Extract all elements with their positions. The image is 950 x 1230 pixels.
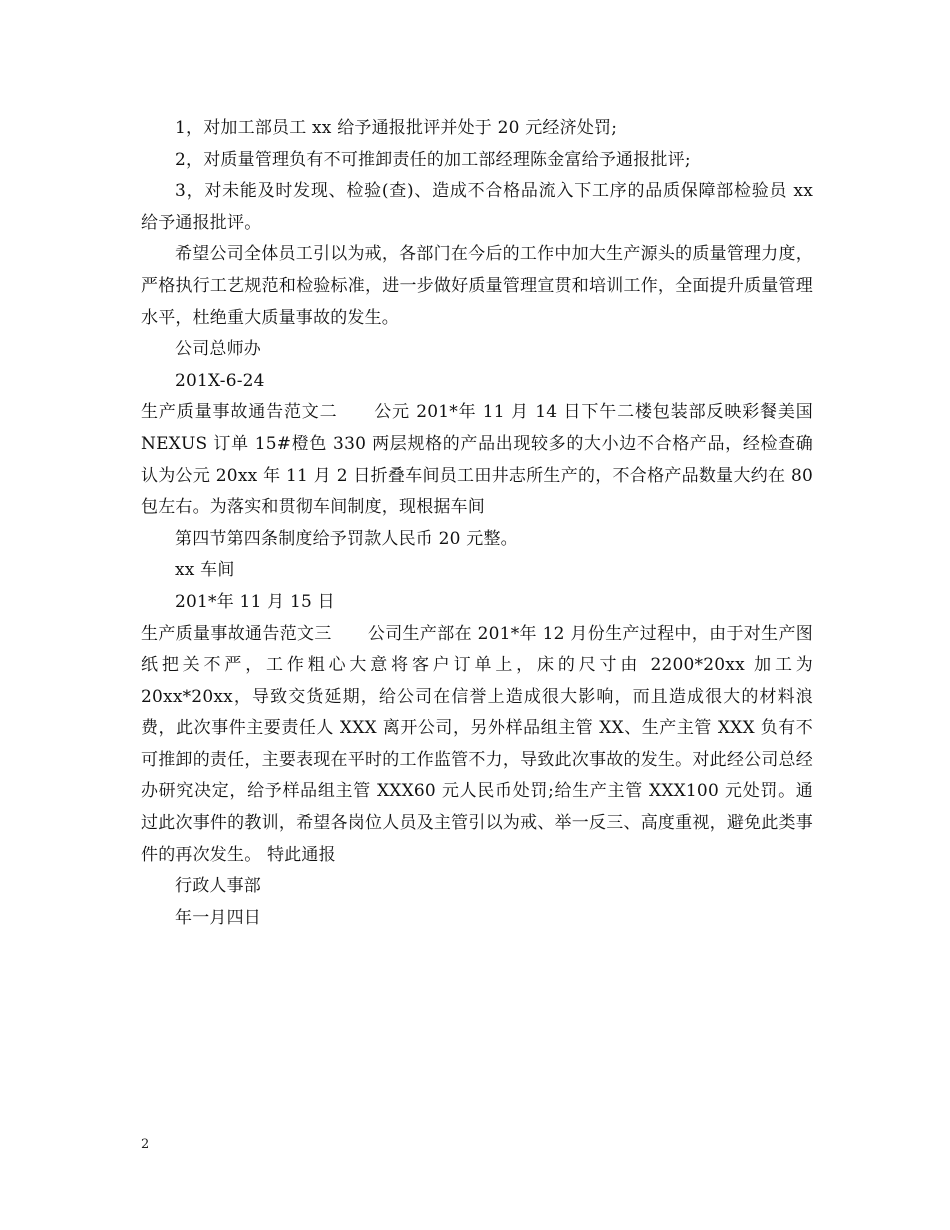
- section-sample-three: [141, 619, 813, 872]
- signature-department-1: 公司总师办: [175, 339, 261, 360]
- signature-department-2: xx 车间: [175, 560, 235, 581]
- section-sample-two: [141, 397, 813, 523]
- section-title-three: 生产质量事故通告范文三: [141, 623, 332, 644]
- signature-date-3: 年一月四日: [175, 907, 261, 928]
- section-body-three: 公司生产部在 201*年 12 月份生产过程中，由于对生产图纸把关不严，工作粗心大意将客户订单上，床的尺寸由 2200*20xx 加工为 20xx*20xx，导致交货延期，给公司在信誉上造成很大影响，而且造成很大的材料浪费，此次事件主要责任人 XXX 离开公司，另外样品组主管 XX、生产主管 XXX 负有不可推卸的责任，主要表现在平时的工作监管不力，导致此次事故的发生。对此经公司总经办研究决定，给予样品组主管 XXX60 元人民币处罚;给生产主管 XXX100 元处罚。通过此次事件的教训，希望各岗位人员及主管引以为戒、举一反三、高度重视，避免此类事件的再次发生。 特此通报: [141, 623, 813, 865]
- paragraph-closing-remarks: 希望公司全体员工引以为戒，各部门在今后的工作中加大生产源头的质量管理力度，严格执行工艺规范和检验标准，进一步做好质量管理宣贯和培训工作，全面提升质量管理水平，杜绝重大质量事故的发生。: [141, 244, 813, 328]
- paragraph-item-1: 1，对加工部员工 xx 给予通报批评并处于 20 元经济处罚;: [175, 118, 618, 138]
- page-number: 2: [141, 1137, 150, 1152]
- section-body-two: 公元 201*年 11 月 14 日下午二楼包装部反映彩餐美国 NEXUS 订单 15#橙色 330 两层规格的产品出现较多的大小边不合格产品，经检查确认为公元 20xx 年 11 月 2 日折叠车间员工田井志所生产的，不合格产品数量大约在 80 包左右。为落实和贯彻车间制度，现根据车间: [141, 402, 813, 518]
- paragraph-item-2: 2，对质量管理负有不可推卸责任的加工部经理陈金富给予通报批评;: [175, 149, 691, 170]
- signature-date-1: 201X-6-24: [175, 370, 265, 391]
- signature-date-2: 201*年 11 月 15 日: [175, 591, 335, 612]
- paragraph-item-3: 3，对未能及时发现、检验(查)、造成不合格品流入下工序的品质保障部检验员 xx 给予通报批评。: [141, 181, 813, 233]
- signature-department-3: 行政人事部: [175, 876, 261, 897]
- section-title-two: 生产质量事故通告范文二: [141, 402, 338, 423]
- paragraph-penalty: 第四节第四条制度给予罚款人民币 20 元整。: [175, 528, 518, 549]
- document-body: [141, 113, 813, 934]
